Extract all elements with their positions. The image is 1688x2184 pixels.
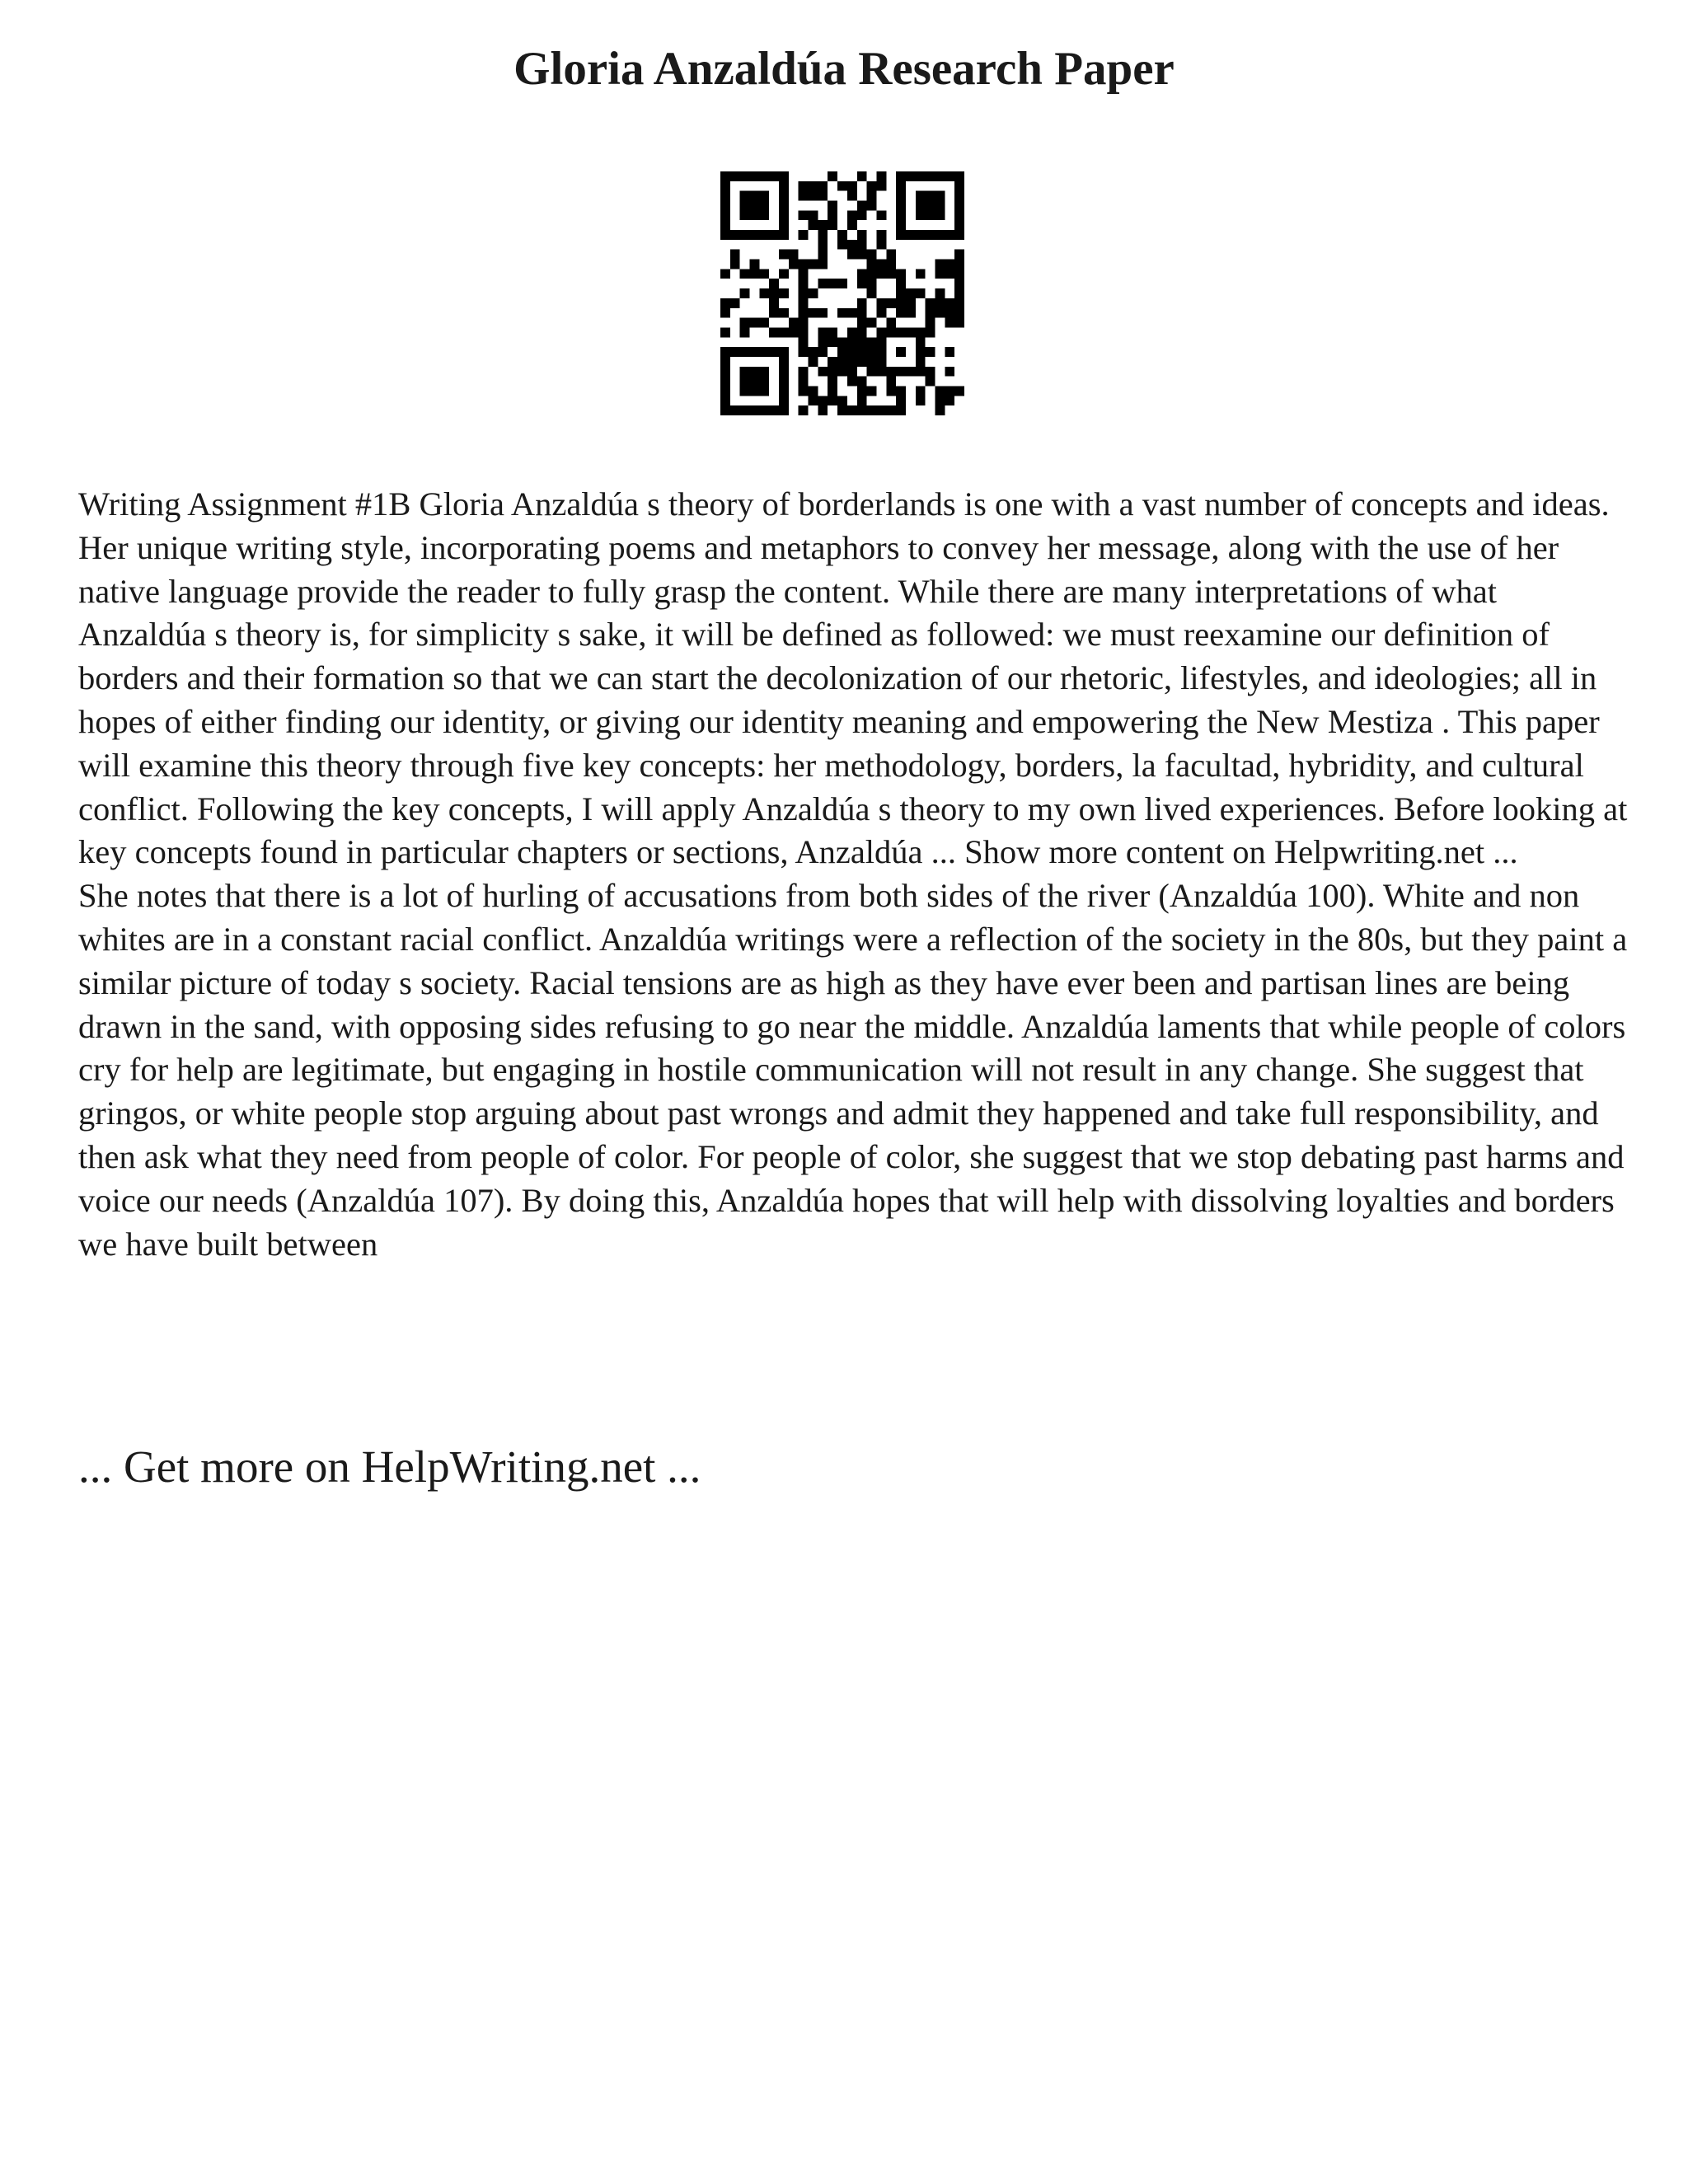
body-paragraph-1: Writing Assignment #1B Gloria Anzaldúa s theory of borderlands is one with a vast number of concepts and ideas. Her unique writing style, incorporating poems and metaphors to convey her message, along with the use of her native language provide the reader to fully grasp the content. While there are many interpretations of what Anzaldúa s theory is, for simplicity s sake, it will be defined as followed: we must reexamine our definition of borders and their formation so that we can start the decolonization of our rhetoric, lifestyles, and ideologies; all in hopes of either finding our identity, or giving our identity meaning and empowering the New Mestiza . This paper will examine this theory through five key concepts: her methodology, borders, la facultad, hybridity, and cultural conflict. Following the key concepts, I will apply Anzaldúa s theory to my own lived experiences. Before looking at key concepts found in particular chapters or sections, Anzaldúa ... Show more content on Helpwriting.net ... (78, 485, 1628, 871)
get-more-link[interactable]: ... Get more on HelpWriting.net ... (78, 1441, 701, 1492)
qr-code-icon (720, 171, 964, 415)
page-title: Gloria Anzaldúa Research Paper (513, 43, 1175, 95)
body-paragraph-2: She notes that there is a lot of hurling of accusations from both sides of the river (Anzaldúa 100). White and non whites are in a constant racial conflict. Anzaldúa writings were a reflection of the society in the 80s, but they paint a similar picture of today s society. Racial tensions are as high as they have ever been and partisan lines are being drawn in the sand, with opposing sides refusing to go near the middle. Anzaldúa laments that while people of colors cry for help are legitimate, but engaging in hostile communication will not result in any change. She suggest that gringos, or white people stop arguing about past wrongs and admit they happened and take full responsibility, and then ask what they need from people of color. For people of color, she suggest that we stop debating past harms and voice our needs (Anzaldúa 107). By doing this, Anzaldúa hopes that will help with dissolving loyalties and borders we have built between (78, 877, 1628, 1263)
document-body (78, 483, 1628, 1266)
